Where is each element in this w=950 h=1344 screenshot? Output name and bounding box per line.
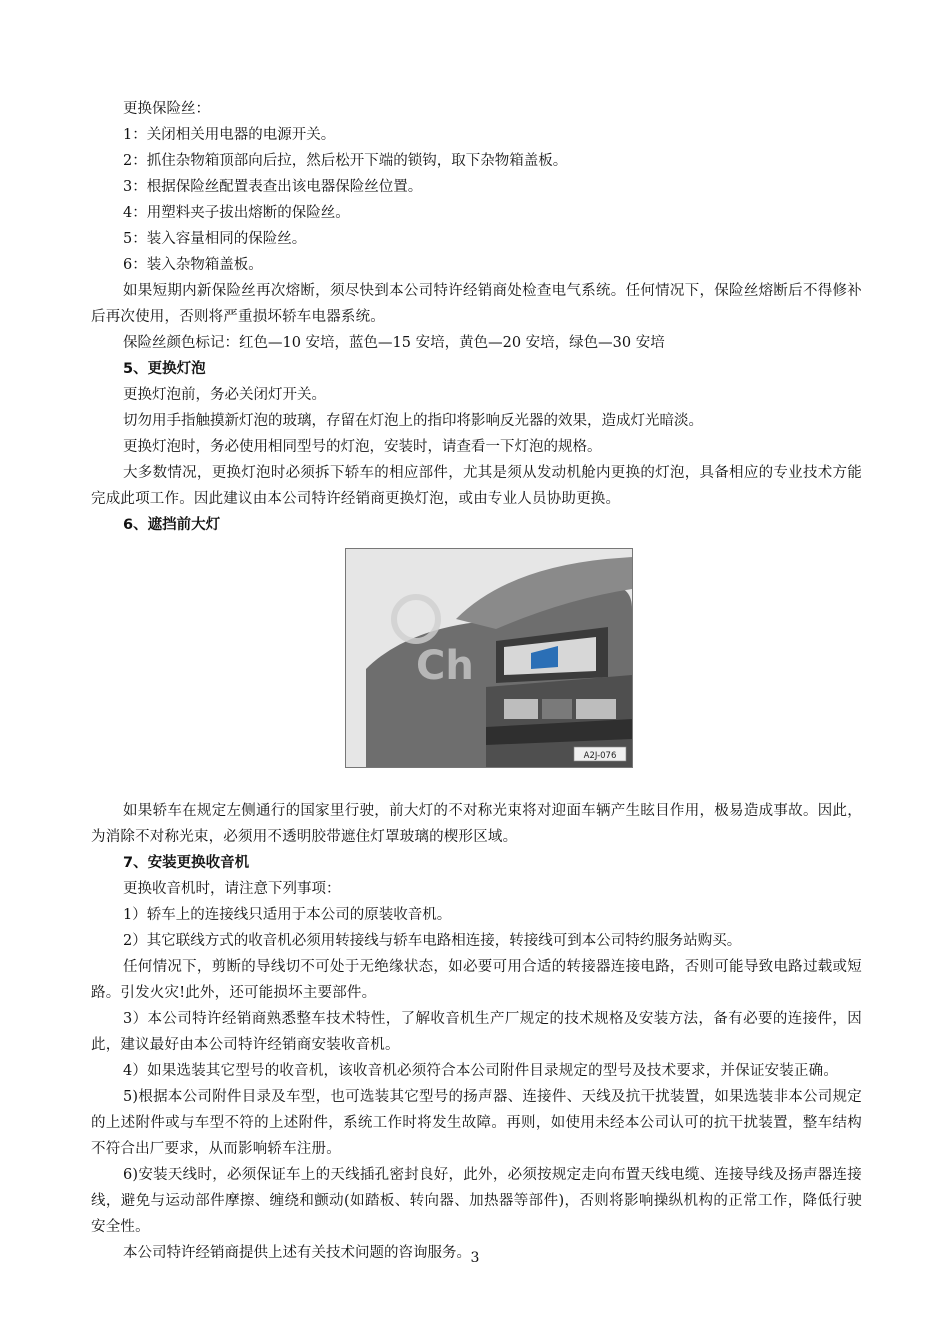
bulb-paragraph-1: 更换灯泡前，务必关闭灯开关。 (123, 387, 326, 403)
radio-service: 本公司特许经销商提供上述有关技术问题的咨询服务。 (123, 1245, 471, 1261)
fuse-warning: 如果短期内新保险丝再次熔断，须尽快到本公司特许经销商处检查电气系统。任何情况下，保险丝熔断后不得修补后再次使用，否则将严重损坏轿车电器系统。 (91, 283, 862, 325)
figure-container (91, 538, 862, 798)
radio-warning: 任何情况下，剪断的导线切不可处于无绝缘状态，如必要可用合适的转接器连接电路，否则可能导致电路过载或短路。引发火灾!此外，还可能损坏主要部件。 (91, 959, 862, 1001)
radio-heading: 7、安装更换收音机 (123, 855, 250, 871)
bulb-paragraph-2: 切勿用手指触摸新灯泡的玻璃，存留在灯泡上的指印将影响反光器的效果，造成灯光暗淡。 (123, 413, 703, 429)
page-content (91, 96, 862, 1266)
fuse-title: 更换保险丝： (123, 101, 210, 117)
fuse-step-2: 2：抓住杂物箱顶部向后拉，然后松开下端的锁钩，取下杂物箱盖板。 (123, 153, 568, 169)
radio-item-6: 6)安装天线时，必须保证车上的天线插孔密封良好，此外，必须按规定走向布置天线电缆、连接导线及扬声器连接线，避免与运动部件摩擦、缠绕和颤动(如踏板、转向器、加热器等部件)，否则将影响操纵机构的正常工作，降低行驶安全性。 (91, 1167, 862, 1235)
car-front-illustration (346, 549, 632, 767)
bulb-heading: 5、更换灯泡 (123, 361, 206, 377)
fuse-step-3: 3：根据保险丝配置表查出该电器保险丝位置。 (123, 179, 423, 195)
bulb-paragraph-3: 更换灯泡时，务必使用相同型号的灯泡，安装时，请查看一下灯泡的规格。 (123, 439, 602, 455)
fuse-step-4: 4：用塑料夹子拔出熔断的保险丝。 (123, 205, 350, 221)
radio-item-2: 2）其它联线方式的收音机必须用转接线与轿车电路相连接，转接线可到本公司特约服务站购买。 (123, 933, 742, 949)
svg-text:Ch: Ch (416, 643, 474, 689)
headlight-heading: 6、遮挡前大灯 (123, 517, 221, 533)
radio-intro: 更换收音机时，请注意下列事项： (123, 881, 341, 897)
radio-item-3: 3）本公司特许经销商熟悉整车技术特性，了解收音机生产厂规定的技术规格及安装方法，备有必要的连接件，因此，建议最好由本公司特许经销商安装收音机。 (91, 1011, 862, 1053)
fuse-step-1: 1：关闭相关用电器的电源开关。 (123, 127, 336, 143)
page-number: 3 (470, 1250, 480, 1266)
fuse-step-6: 6：装入杂物箱盖板。 (123, 257, 263, 273)
figure-label: A2J-076 (583, 751, 617, 761)
headlight-paragraph: 如果轿车在规定左侧通行的国家里行驶，前大灯的不对称光束将对迎面车辆产生眩目作用，极易造成事故。因此，为消除不对称光束，必须用不透明胶带遮住灯罩玻璃的楔形区域。 (91, 803, 862, 845)
radio-item-4: 4）如果选装其它型号的收音机，该收音机必须符合本公司附件目录规定的型号及技术要求，并保证安装正确。 (123, 1063, 839, 1079)
fuse-step-5: 5：装入容量相同的保险丝。 (123, 231, 307, 247)
radio-item-1: 1）轿车上的连接线只适用于本公司的原装收音机。 (123, 907, 452, 923)
bulb-paragraph-4: 大多数情况，更换灯泡时必须拆下轿车的相应部件，尤其是须从发动机舱内更换的灯泡，具备相应的专业技术方能完成此项工作。因此建议由本公司特许经销商更换灯泡，或由专业人员协助更换。 (91, 465, 862, 507)
radio-item-5: 5)根据本公司附件目录及车型，也可选装其它型号的扬声器、连接件、天线及抗干扰装置，如果选装非本公司规定的上述附件或与车型不符的上述附件，系统工作时将发生故障。再则，如使用未经本公司认可的抗干扰装置，整车结构不符合出厂要求，从而影响轿车注册。 (91, 1089, 862, 1157)
fuse-colors: 保险丝颜色标记：红色—10 安培，蓝色—15 安培，黄色—20 安培，绿色—30 安培 (123, 335, 665, 351)
headlight-figure (345, 548, 633, 768)
